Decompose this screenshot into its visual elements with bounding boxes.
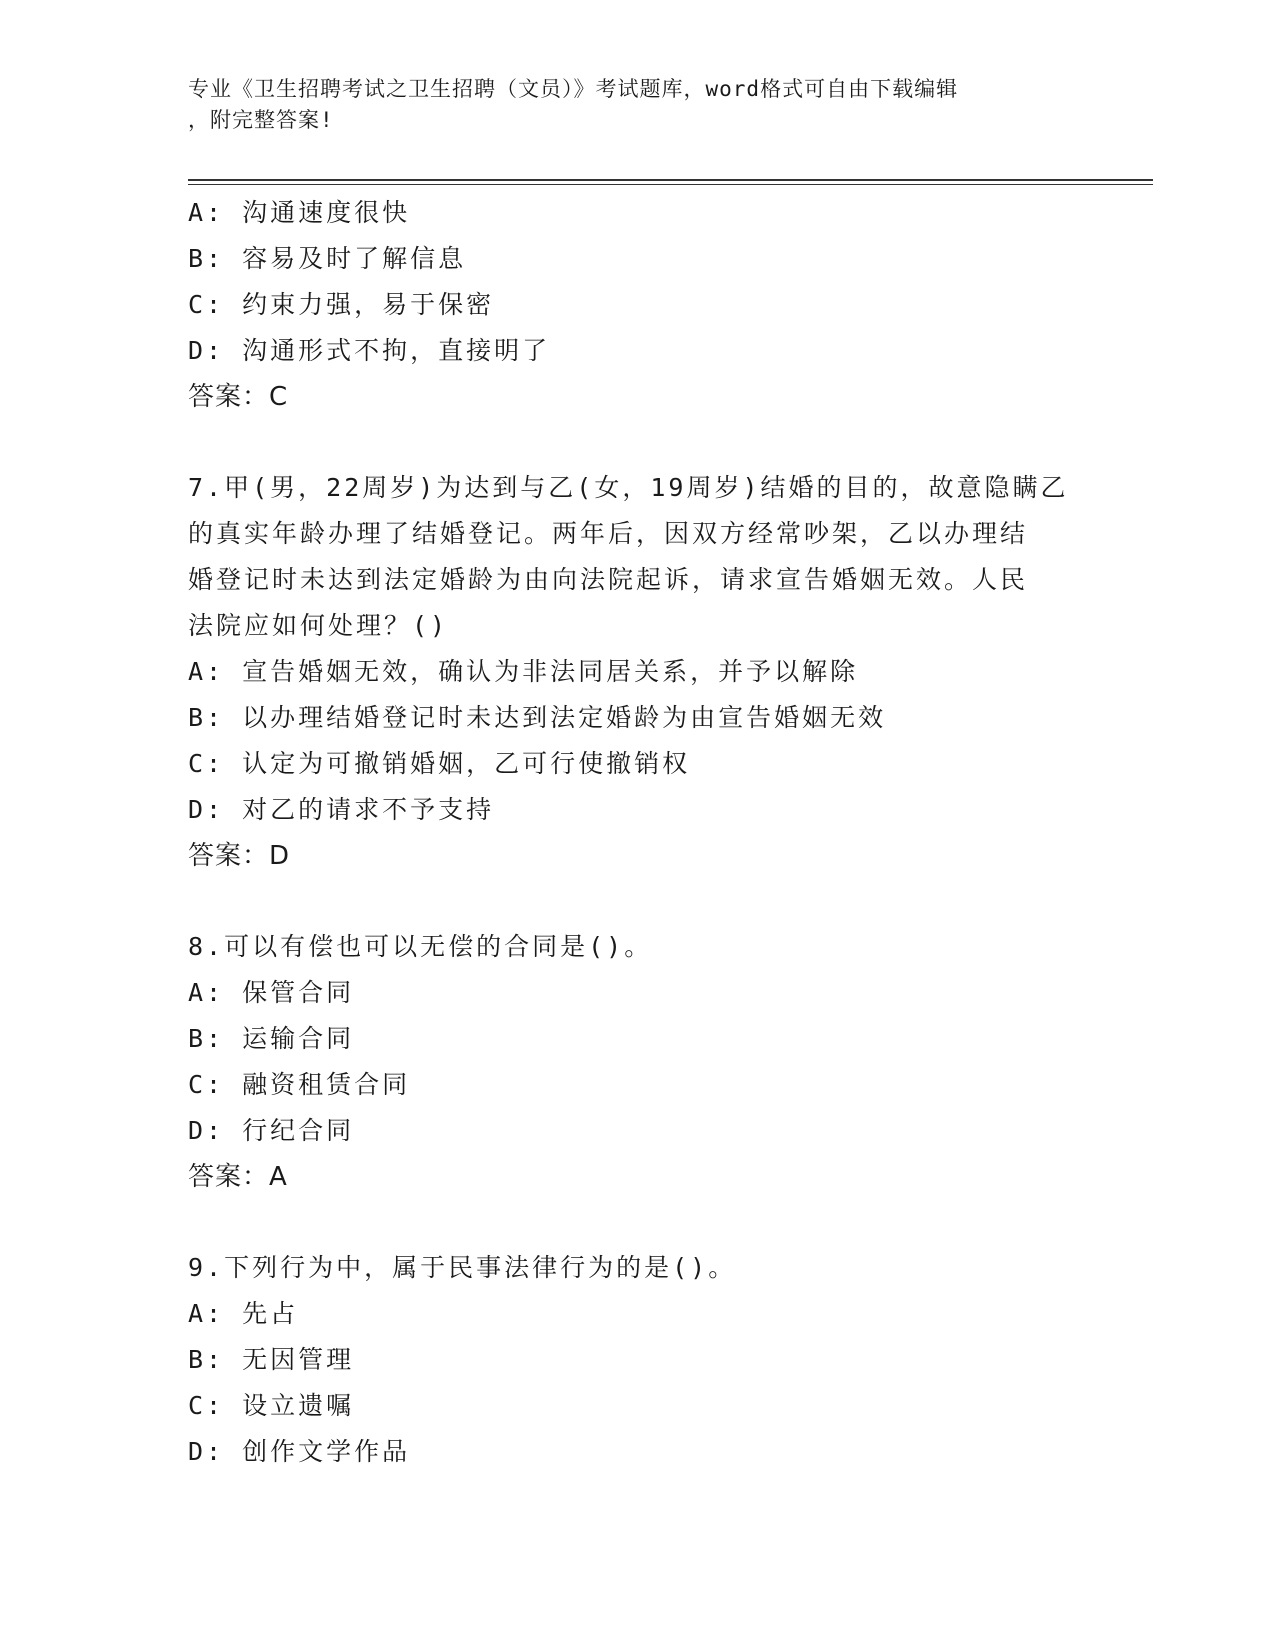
option-b: B: 容易及时了解信息 [188,244,467,273]
question-list [188,190,1088,1475]
question-stem-line-1: 7.甲(男，22周岁)为达到与乙(女，19周岁)结婚的目的，故意隐瞒乙 [188,473,1069,502]
option-d: D: 行纪合同 [188,1116,355,1145]
question-8 [188,924,1088,1200]
option-b: B: 运输合同 [188,1024,355,1053]
option-c: C: 约束力强，易于保密 [188,290,495,319]
option-d: D: 创作文学作品 [188,1437,411,1466]
header-divider-thin [188,184,1153,185]
question-7 [188,465,1088,879]
option-a: A: 宣告婚姻无效，确认为非法同居关系，并予以解除 [188,657,859,686]
option-a: A: 沟通速度很快 [188,198,411,227]
spacer [188,420,1088,465]
option-c: C: 认定为可撤销婚姻，乙可行使撤销权 [188,749,691,778]
option-a: A: 保管合同 [188,978,355,1007]
spacer [188,1200,1088,1245]
question-stem-line-2: 的真实年龄办理了结婚登记。两年后，因双方经常吵架，乙以办理结 [188,519,1029,548]
question-stem: 8.可以有偿也可以无偿的合同是()。 [188,932,653,961]
option-d: D: 对乙的请求不予支持 [188,795,495,824]
header-line-1: 专业《卫生招聘考试之卫生招聘（文员）》考试题库，word格式可自由下载编辑 [188,77,959,101]
spacer [188,879,1088,924]
option-c: C: 设立遗嘱 [188,1391,355,1420]
header-line-2: ，附完整答案! [188,108,334,132]
option-a: A: 先占 [188,1299,299,1328]
answer-line: 答案：A [188,1162,288,1192]
question-stem-line-3: 婚登记时未达到法定婚龄为由向法院起诉，请求宣告婚姻无效。人民 [188,565,1029,594]
question-6-tail [188,190,1088,420]
option-b: B: 无因管理 [188,1345,355,1374]
question-stem: 9.下列行为中，属于民事法律行为的是()。 [188,1253,737,1282]
option-c: C: 融资租赁合同 [188,1070,411,1099]
answer-line: 答案：D [188,841,291,871]
question-9 [188,1245,1088,1475]
question-stem-line-4: 法院应如何处理？() [188,611,449,640]
document-header [188,74,1088,136]
option-d: D: 沟通形式不拘，直接明了 [188,336,551,365]
option-b: B: 以办理结婚登记时未达到法定婚龄为由宣告婚姻无效 [188,703,887,732]
header-divider-thick [188,179,1153,181]
answer-line: 答案：C [188,382,289,412]
